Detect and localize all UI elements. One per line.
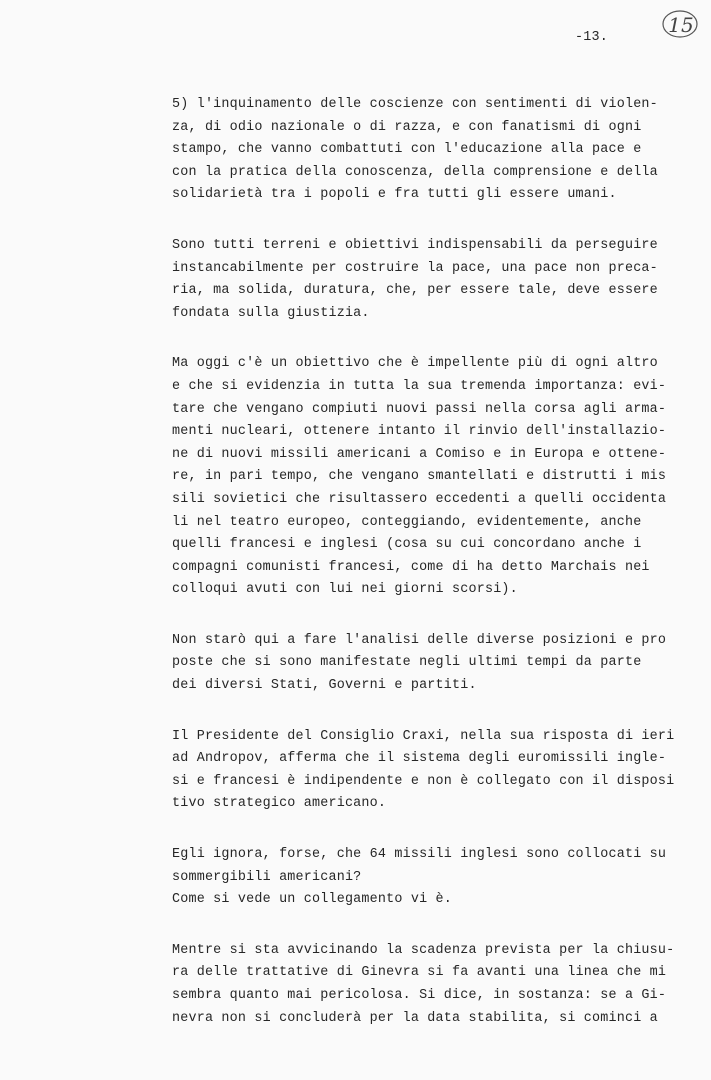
text-line: ad Andropov, afferma che il sistema degli euromissili ingle-	[172, 751, 667, 767]
text-line: za, di odio nazionale o di razza, e con fanatismi di ogni	[172, 119, 642, 135]
paragraph-craxi	[172, 726, 682, 816]
text-line: Come si vede un collegamento vi è.	[172, 892, 453, 908]
text-line: stampo, che vanno combattuti con l'educazione alla pace e	[172, 142, 642, 158]
text-line: nevra non si concluderà per la data stabilita, si cominci a	[172, 1010, 658, 1026]
text-line: li nel teatro europeo, conteggiando, evidentemente, anche	[172, 514, 642, 530]
text-line: re, in pari tempo, che vengano smantellati e distrutti i mis	[172, 469, 667, 485]
text-line: compagni comunisti francesi, come di ha detto Marchais nei	[172, 559, 650, 575]
paragraph-obiettivo-impellente	[172, 353, 682, 602]
text-line: ria, ma solida, duratura, che, per essere tale, deve essere	[172, 283, 658, 299]
document-body	[172, 94, 682, 1058]
text-line: Mentre si sta avvicinando la scadenza prevista per la chiusu-	[172, 942, 675, 958]
handwritten-page-stamp	[660, 8, 700, 40]
text-line: si e francesi è indipendente e non è collegato con il disposi	[172, 773, 675, 789]
page-number: -13.	[575, 30, 608, 45]
text-line: instancabilmente per costruire la pace, una pace non preca-	[172, 260, 658, 276]
paragraph-analisi	[172, 630, 682, 698]
stamp-number: 15	[668, 13, 694, 37]
paragraph-missili-inglesi	[172, 844, 682, 912]
text-line: Non starò qui a fare l'analisi delle diverse posizioni e pro	[172, 632, 667, 648]
text-line: poste che si sono manifestate negli ultimi tempi da parte	[172, 655, 642, 671]
text-line: con la pratica della conoscenza, della comprensione e della	[172, 164, 658, 180]
text-line: Ma oggi c'è un obiettivo che è impellente più di ogni altro	[172, 356, 658, 372]
text-line: dei diversi Stati, Governi e partiti.	[172, 678, 477, 694]
text-line: 5) l'inquinamento delle coscienze con sentimenti di violen-	[172, 97, 658, 112]
text-line: solidarietà tra i popoli e fra tutti gli essere umani.	[172, 187, 617, 203]
text-line: tivo strategico americano.	[172, 796, 387, 812]
text-line: sommergibili americani?	[172, 869, 362, 885]
text-line: e che si evidenzia in tutta la sua tremenda importanza: evi-	[172, 378, 667, 394]
text-line: ne di nuovi missili americani a Comiso e in Europa e ottene-	[172, 446, 667, 462]
text-line: Il Presidente del Consiglio Craxi, nella sua risposta di ieri	[172, 728, 675, 744]
text-line: sembra quanto mai pericolosa. Si dice, in sostanza: se a Gi-	[172, 988, 667, 1003]
text-line: Egli ignora, forse, che 64 missili inglesi sono collocati su	[172, 847, 667, 863]
text-line: sili sovietici che risultassero eccedenti a quelli occidenta	[172, 491, 667, 507]
text-line: ra delle trattative di Ginevra si fa avanti una linea che mi	[172, 965, 667, 981]
paragraph-ginevra	[172, 940, 682, 1030]
paragraph-point-5	[172, 94, 682, 207]
text-line: Sono tutti terreni e obiettivi indispensabili da perseguire	[172, 237, 658, 253]
text-line: quelli francesi e inglesi (cosa su cui concordano anche i	[172, 537, 642, 553]
text-line: colloqui avuti con lui nei giorni scorsi).	[172, 582, 518, 598]
paragraph-obiettivi	[172, 235, 682, 325]
text-line: tare che vengano compiuti nuovi passi nella corsa agli arma-	[172, 401, 667, 417]
text-line: menti nucleari, ottenere intanto il rinvio dell'installazio-	[172, 424, 667, 440]
text-line: fondata sulla giustizia.	[172, 305, 370, 321]
